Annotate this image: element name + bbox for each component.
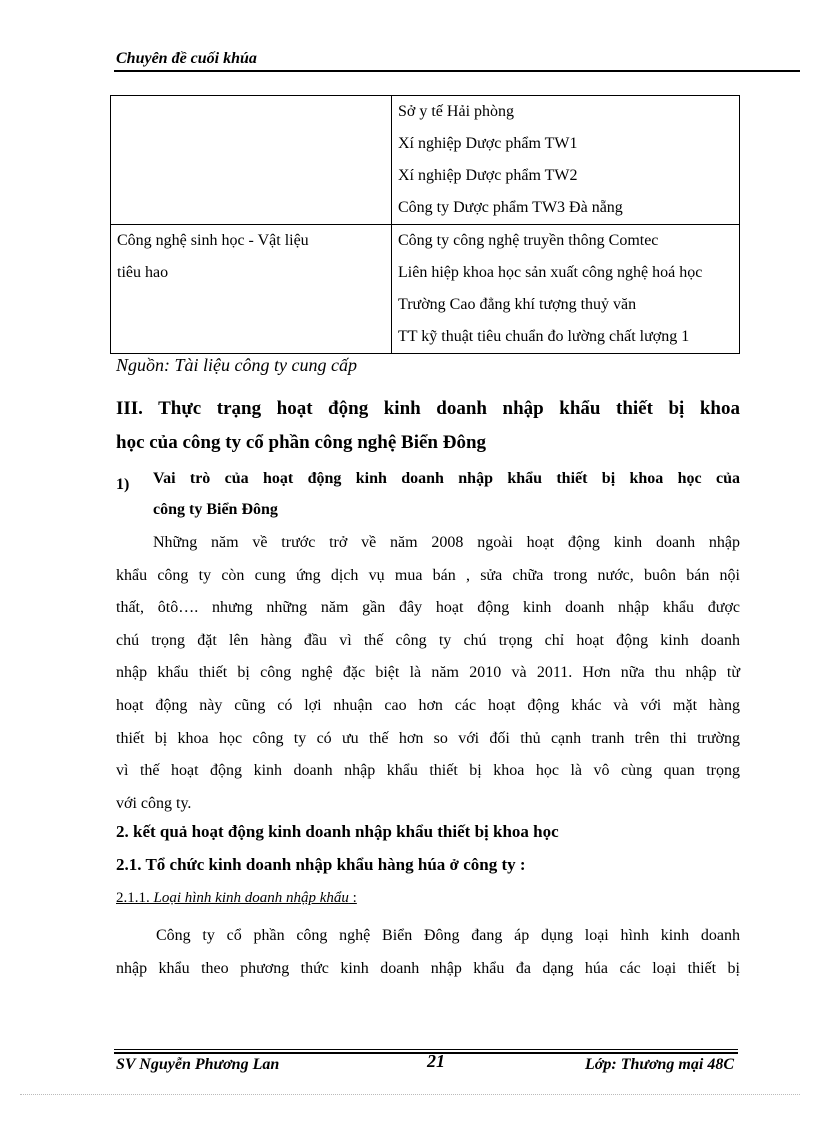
section-heading-iii	[116, 392, 740, 460]
source-note: Nguồn: Tài liệu công ty cung cấp	[116, 355, 357, 375]
subsection-number: 1)	[116, 476, 130, 493]
table-cell-line: Xí nghiệp Dược phẩm TW1	[398, 135, 578, 152]
subsection-title-line: Vai trò của hoạt động kinh doanh nhập khẩu thiết bị khoa học của	[153, 470, 740, 487]
paragraph-line: nhập khẩu thiết bị công nghệ đặc biệt là năm 2010 và 2011. Hơn nữa thu nhập từ	[116, 664, 740, 682]
footer-class: Lớp: Thương mại 48C	[585, 1056, 734, 1073]
footer-author: SV Nguyễn Phương Lan	[116, 1056, 280, 1073]
table-cell-organizations	[392, 96, 740, 225]
paragraph-line: thất, ôtô…. nhưng những năm gần đây hoạt động kinh doanh nhập khẩu được	[116, 599, 740, 617]
subsection-title	[153, 463, 740, 525]
table-cell-line: Xí nghiệp Dược phẩm TW2	[398, 167, 578, 184]
heading-2-1-1	[116, 890, 357, 907]
table-cell-line: Công ty công nghệ truyền thông Comtec	[398, 232, 659, 249]
footer-rule	[114, 1049, 738, 1050]
table-cell-category	[111, 96, 392, 225]
section-heading-line: III. Thực trạng hoạt động kinh doanh nhập khẩu thiết bị khoa	[116, 398, 740, 419]
paragraph-line: khẩu công ty còn cung ứng dịch vụ mua bán , sửa chữa trong nước, buôn bán nội	[116, 566, 740, 584]
paragraph-line: với công ty.	[116, 794, 192, 812]
page-number: 21	[427, 1051, 445, 1071]
organizations-table	[110, 95, 740, 354]
paragraph-line: vì thế hoạt động kinh doanh nhập khẩu thiết bị khoa học là vô cùng quan trọng	[116, 762, 740, 780]
table-cell-line: Sở y tế Hải phòng	[398, 103, 515, 120]
table-cell-line: Trường Cao đẳng khí tượng thuỷ văn	[398, 296, 637, 313]
table-cell-category	[111, 225, 392, 354]
heading-2: 2. kết quả hoạt động kinh doanh nhập khẩu thiết bị khoa học	[116, 822, 559, 841]
subsection-title-line: công ty Biển Đông	[153, 501, 278, 518]
section-heading-line: học của công ty cổ phần công nghệ Biển Đông	[116, 432, 487, 453]
table-cell-line: Liên hiệp khoa học sản xuất công nghệ hoá học	[398, 264, 703, 281]
paragraph-line: nhập khẩu theo phương thức kinh doanh nhập khẩu đa dạng húa các loại thiết bị	[116, 959, 740, 977]
table-row	[111, 225, 740, 354]
table-cell-organizations	[392, 225, 740, 354]
footer-rule	[114, 1052, 738, 1054]
heading-number: 2.1.1.	[116, 890, 154, 906]
table-cell-line: Công nghệ sinh học - Vật liệu	[117, 232, 309, 249]
paragraph-line: Công ty cổ phần công nghệ Biển Đông đang áp dụng loại hình kinh doanh	[156, 927, 740, 944]
paragraph-line: chú trọng đặt lên hàng đầu vì thế công ty chú trọng chỉ hoạt động kinh doanh	[116, 631, 740, 649]
heading-2-1: 2.1. Tổ chức kinh doanh nhập khẩu hàng húa ở công ty :	[116, 855, 526, 874]
heading-suffix: :	[348, 890, 357, 906]
table-row	[111, 96, 740, 225]
paragraph-line: hoạt động này cũng có lợi nhuận cao hơn các hoạt động khác và với mặt hàng	[116, 696, 740, 714]
paragraph-import-type	[116, 920, 740, 985]
paragraph-line: Những năm về trước trở về năm 2008 ngoài hoạt động kinh doanh nhập	[153, 534, 740, 551]
page-bottom-divider	[20, 1094, 800, 1095]
table-cell-line: tiêu hao	[117, 264, 169, 281]
paragraph-line: thiết bị khoa học công ty có ưu thế hơn so với đối thủ cạnh tranh trên thi trường	[116, 729, 740, 747]
table-cell-line: TT kỹ thuật tiêu chuẩn đo lường chất lượng 1	[398, 328, 690, 345]
subsection-heading-1	[116, 463, 740, 525]
header-rule	[114, 70, 800, 72]
paragraph-role	[116, 527, 740, 820]
heading-title: Loại hình kinh doanh nhập khẩu	[153, 890, 349, 906]
page-header-title: Chuyên đề cuối khúa	[116, 50, 257, 67]
table-cell-line: Công ty Dược phẩm TW3 Đà nẵng	[398, 199, 623, 216]
